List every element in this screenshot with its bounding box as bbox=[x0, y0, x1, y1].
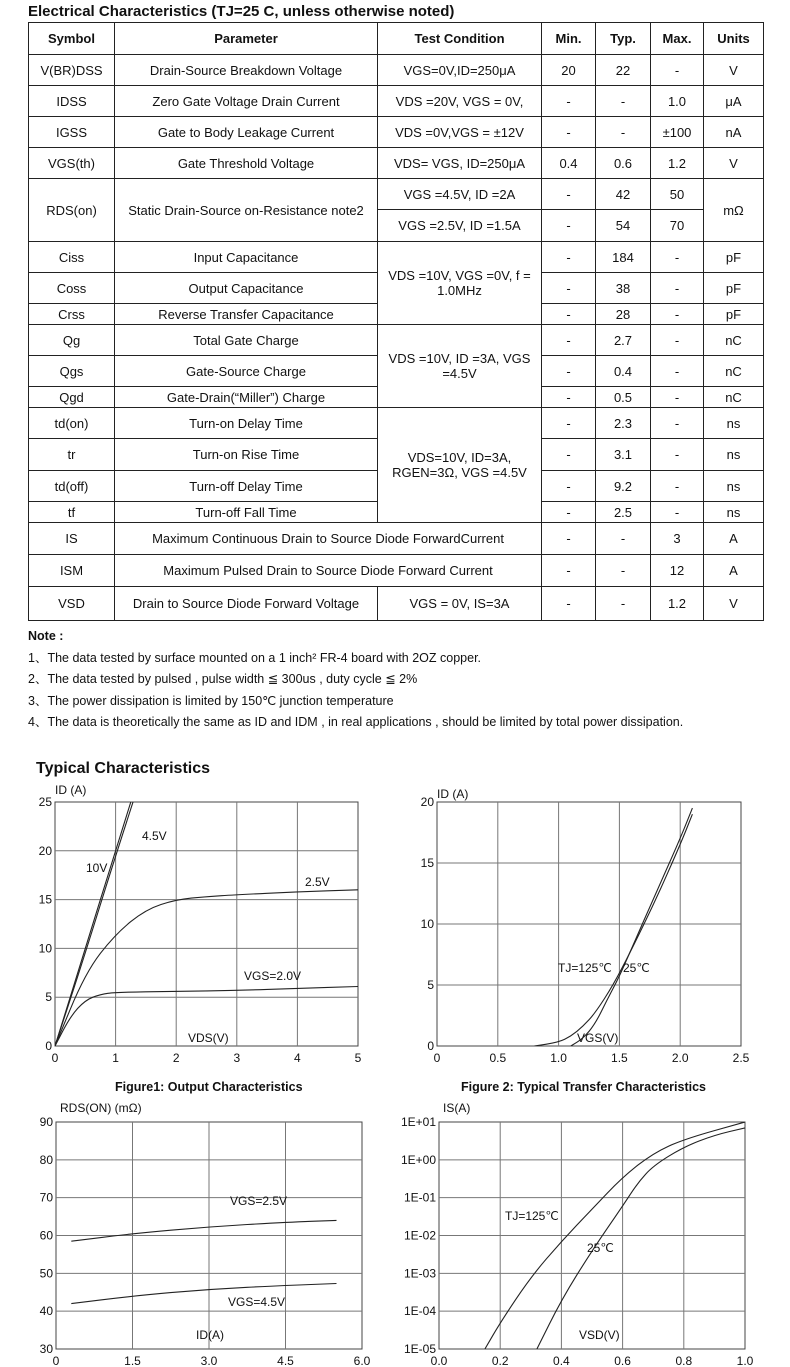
cell: IDSS bbox=[29, 86, 115, 117]
x-tick-label: 4 bbox=[294, 1051, 301, 1065]
y-tick-label: 20 bbox=[420, 795, 434, 809]
y-tick-label: 15 bbox=[38, 892, 52, 907]
cell: Static Drain-Source on-Resistance note2 bbox=[115, 179, 378, 242]
cell: nC bbox=[704, 356, 764, 387]
cell: - bbox=[651, 273, 704, 304]
cell: V bbox=[704, 55, 764, 86]
header-cell: Units bbox=[704, 23, 764, 55]
cell: td(off) bbox=[29, 471, 115, 502]
x-tick-label: 6.0 bbox=[353, 1354, 371, 1367]
cell: - bbox=[651, 439, 704, 471]
cell: nC bbox=[704, 325, 764, 356]
cell: Qgd bbox=[29, 387, 115, 408]
cell: ns bbox=[704, 502, 764, 523]
figure2-caption: Figure 2: Typical Transfer Characteristics bbox=[461, 1080, 707, 1094]
diode-forward-chart bbox=[395, 1095, 790, 1367]
y-tick-label: 1E+01 bbox=[400, 1115, 436, 1129]
cell: VDS= VGS, ID=250μA bbox=[378, 148, 542, 179]
cell: Qg bbox=[29, 325, 115, 356]
cell: ±100 bbox=[651, 117, 704, 148]
plot-frame bbox=[55, 802, 358, 1046]
cell: 38 bbox=[596, 273, 651, 304]
cell: 0.6 bbox=[596, 148, 651, 179]
y-axis-label: ID (A) bbox=[55, 783, 87, 797]
cell: VGS =4.5V, ID =2A bbox=[378, 179, 542, 210]
cell: Reverse Transfer Capacitance bbox=[115, 304, 378, 325]
cell: Gate-Source Charge bbox=[115, 356, 378, 387]
header-cell: Test Condition bbox=[378, 23, 542, 55]
section-heading: Electrical Characteristics (TJ=25 C, unless otherwise noted) bbox=[28, 3, 455, 20]
cell: - bbox=[651, 502, 704, 523]
cell: 9.2 bbox=[596, 471, 651, 502]
y-tick-label: 50 bbox=[39, 1266, 53, 1281]
cell: 3 bbox=[651, 523, 704, 555]
note-item: 2、The data tested by pulsed , pulse width ≦ 300us , duty cycle ≦ 2% bbox=[28, 672, 418, 686]
cell: - bbox=[651, 304, 704, 325]
cell: - bbox=[542, 555, 596, 587]
cell: Output Capacitance bbox=[115, 273, 378, 304]
curve-label: VGS=2.0V bbox=[244, 969, 302, 983]
note-item: 3、The power dissipation is limited by 150℃ junction temperature bbox=[28, 693, 394, 708]
cell: Zero Gate Voltage Drain Current bbox=[115, 86, 378, 117]
cell: tr bbox=[29, 439, 115, 471]
y-axis-label: RDS(ON) (mΩ) bbox=[60, 1101, 142, 1115]
x-tick-label: 0.6 bbox=[614, 1354, 631, 1367]
cell: pF bbox=[704, 273, 764, 304]
table-row bbox=[29, 325, 764, 356]
header-cell: Max. bbox=[651, 23, 704, 55]
table-row bbox=[29, 408, 764, 439]
table-row bbox=[29, 523, 764, 555]
cell: 1.2 bbox=[651, 148, 704, 179]
cell: - bbox=[542, 387, 596, 408]
cell: pF bbox=[704, 242, 764, 273]
x-axis-label: VSD(V) bbox=[579, 1328, 620, 1342]
cell: 1.0 bbox=[651, 86, 704, 117]
x-tick-label: 4.5 bbox=[277, 1354, 294, 1367]
y-tick-label: 1E-02 bbox=[403, 1228, 436, 1243]
x-tick-label: 5 bbox=[354, 1051, 362, 1065]
x-tick-label: 0 bbox=[51, 1051, 59, 1065]
cell: VGS =2.5V, ID =1.5A bbox=[378, 210, 542, 242]
cell: VDS =10V, VGS =0V, f = 1.0MHz bbox=[378, 242, 542, 325]
cell: IGSS bbox=[29, 117, 115, 148]
header-cell: Min. bbox=[542, 23, 596, 55]
cell: Drain to Source Diode Forward Voltage bbox=[115, 587, 378, 621]
y-tick-label: 1E-01 bbox=[403, 1190, 436, 1205]
table-header-row bbox=[29, 23, 764, 55]
x-tick-label: 2.5 bbox=[732, 1051, 750, 1065]
y-tick-label: 0 bbox=[45, 1039, 52, 1053]
series-line bbox=[71, 1284, 336, 1304]
cell: 70 bbox=[651, 210, 704, 242]
cell: 0.4 bbox=[542, 148, 596, 179]
cell: - bbox=[651, 408, 704, 439]
x-tick-label: 1.5 bbox=[124, 1354, 141, 1367]
header-cell: Parameter bbox=[115, 23, 378, 55]
cell: - bbox=[651, 242, 704, 273]
transfer-characteristics-chart bbox=[395, 780, 790, 1085]
cell: - bbox=[651, 325, 704, 356]
cell: 1.2 bbox=[651, 587, 704, 621]
y-tick-label: 1E-03 bbox=[403, 1266, 436, 1281]
cell: 0.4 bbox=[596, 356, 651, 387]
x-tick-label: 2 bbox=[172, 1051, 180, 1065]
cell: - bbox=[542, 502, 596, 523]
y-tick-label: 5 bbox=[45, 990, 52, 1005]
series-line bbox=[55, 890, 358, 1046]
x-tick-label: 0.5 bbox=[489, 1051, 507, 1065]
cell: 28 bbox=[596, 304, 651, 325]
cell: ns bbox=[704, 471, 764, 502]
x-tick-label: 1 bbox=[112, 1051, 119, 1065]
cell: nC bbox=[704, 387, 764, 408]
cell: - bbox=[596, 86, 651, 117]
header-cell: Symbol bbox=[29, 23, 115, 55]
cell: - bbox=[542, 242, 596, 273]
cell: VGS = 0V, IS=3A bbox=[378, 587, 542, 621]
cell: 12 bbox=[651, 555, 704, 587]
table-row bbox=[29, 86, 764, 117]
cell: - bbox=[542, 179, 596, 210]
cell: - bbox=[542, 471, 596, 502]
cell: V bbox=[704, 587, 764, 621]
cell: Total Gate Charge bbox=[115, 325, 378, 356]
curve-label: VGS=4.5V bbox=[228, 1295, 286, 1309]
cell: - bbox=[651, 471, 704, 502]
cell: - bbox=[542, 86, 596, 117]
cell: 54 bbox=[596, 210, 651, 242]
figure1-caption: Figure1: Output Characteristics bbox=[115, 1080, 303, 1094]
cell: Input Capacitance bbox=[115, 242, 378, 273]
cell: Drain-Source Breakdown Voltage bbox=[115, 55, 378, 86]
cell: 50 bbox=[651, 179, 704, 210]
cell: - bbox=[596, 523, 651, 555]
cell: Qgs bbox=[29, 356, 115, 387]
x-tick-label: 0 bbox=[433, 1051, 441, 1065]
series-line bbox=[537, 1128, 745, 1349]
cell: ns bbox=[704, 408, 764, 439]
x-tick-label: 3.0 bbox=[200, 1354, 218, 1367]
cell: V bbox=[704, 148, 764, 179]
cell: Turn-off Fall Time bbox=[115, 502, 378, 523]
y-tick-label: 40 bbox=[39, 1304, 53, 1319]
y-tick-label: 90 bbox=[39, 1115, 53, 1129]
cell: Crss bbox=[29, 304, 115, 325]
cell: 3.1 bbox=[596, 439, 651, 471]
cell: - bbox=[596, 587, 651, 621]
x-tick-label: 0 bbox=[52, 1354, 60, 1367]
cell: - bbox=[542, 587, 596, 621]
x-tick-label: 0.8 bbox=[675, 1354, 693, 1367]
x-tick-label: 2.0 bbox=[671, 1051, 689, 1065]
table-row bbox=[29, 242, 764, 273]
cell: VDS=10V, ID=3A, RGEN=3Ω, VGS =4.5V bbox=[378, 408, 542, 523]
cell: A bbox=[704, 523, 764, 555]
cell: Gate-Drain(“Miller”) Charge bbox=[115, 387, 378, 408]
y-tick-label: 30 bbox=[39, 1342, 53, 1356]
cell: VGS(th) bbox=[29, 148, 115, 179]
note-item: 1、The data tested by surface mounted on a 1 inch² FR-4 board with 2OZ copper. bbox=[28, 650, 482, 665]
cell: 2.5 bbox=[596, 502, 651, 523]
x-axis-label: VGS(V) bbox=[577, 1031, 619, 1045]
y-axis-label: IS(A) bbox=[443, 1101, 471, 1115]
x-tick-label: 0.4 bbox=[553, 1354, 570, 1367]
header-cell: Typ. bbox=[596, 23, 651, 55]
cell: 0.5 bbox=[596, 387, 651, 408]
cell: - bbox=[542, 210, 596, 242]
cell: 184 bbox=[596, 242, 651, 273]
cell: - bbox=[542, 304, 596, 325]
cell: RDS(on) bbox=[29, 179, 115, 242]
y-tick-label: 0 bbox=[427, 1039, 434, 1053]
cell: - bbox=[651, 387, 704, 408]
cell: - bbox=[651, 356, 704, 387]
note-item: 4、The data is theoretically the same as ID and IDM , in real applications , should be limited by total power dissipation. bbox=[28, 715, 684, 729]
cell: VGS=0V,ID=250μA bbox=[378, 55, 542, 86]
cell: Maximum Continuous Drain to Source Diode ForwardCurrent bbox=[115, 523, 542, 555]
curve-label: 4.5V bbox=[142, 829, 167, 843]
x-axis-label: VDS(V) bbox=[188, 1031, 229, 1045]
cell: - bbox=[542, 408, 596, 439]
x-tick-label: 0.0 bbox=[430, 1354, 448, 1367]
curve-label: TJ=125℃ bbox=[558, 961, 612, 975]
x-axis-label: ID(A) bbox=[196, 1328, 224, 1342]
y-tick-label: 1E-05 bbox=[403, 1342, 436, 1356]
x-tick-label: 1.0 bbox=[550, 1051, 567, 1065]
cell: tf bbox=[29, 502, 115, 523]
cell: μA bbox=[704, 86, 764, 117]
cell: 20 bbox=[542, 55, 596, 86]
cell: - bbox=[542, 325, 596, 356]
cell: VDS =0V,VGS = ±12V bbox=[378, 117, 542, 148]
cell: VSD bbox=[29, 587, 115, 621]
rds-on-vs-id-chart bbox=[0, 1095, 395, 1367]
y-tick-label: 1E-04 bbox=[403, 1304, 436, 1319]
cell: A bbox=[704, 555, 764, 587]
cell: 22 bbox=[596, 55, 651, 86]
typical-characteristics-title: Typical Characteristics bbox=[36, 760, 211, 777]
cell: Ciss bbox=[29, 242, 115, 273]
cell: V(BR)DSS bbox=[29, 55, 115, 86]
curve-label: 2.5V bbox=[305, 875, 330, 889]
y-tick-label: 15 bbox=[420, 856, 434, 870]
notes-section bbox=[28, 626, 683, 734]
y-tick-label: 80 bbox=[39, 1152, 53, 1167]
cell: ns bbox=[704, 439, 764, 471]
x-tick-label: 1.5 bbox=[611, 1051, 628, 1065]
curve-label: 25℃ bbox=[587, 1241, 614, 1255]
y-axis-label: ID (A) bbox=[437, 787, 469, 801]
cell: - bbox=[542, 439, 596, 471]
table-row bbox=[29, 179, 764, 210]
table-row bbox=[29, 587, 764, 621]
cell: - bbox=[542, 523, 596, 555]
notes-title: Note : bbox=[28, 629, 64, 643]
electrical-characteristics-table bbox=[28, 22, 764, 621]
y-tick-label: 60 bbox=[39, 1228, 53, 1243]
cell: 2.7 bbox=[596, 325, 651, 356]
curve-label: 25℃ bbox=[623, 961, 650, 975]
table-row bbox=[29, 555, 764, 587]
cell: td(on) bbox=[29, 408, 115, 439]
cell: 42 bbox=[596, 179, 651, 210]
cell: VDS =20V, VGS = 0V, bbox=[378, 86, 542, 117]
cell: - bbox=[596, 117, 651, 148]
series-line bbox=[534, 814, 692, 1046]
cell: nA bbox=[704, 117, 764, 148]
cell: Gate Threshold Voltage bbox=[115, 148, 378, 179]
cell: IS bbox=[29, 523, 115, 555]
y-tick-label: 70 bbox=[39, 1190, 53, 1205]
cell: - bbox=[542, 356, 596, 387]
cell: pF bbox=[704, 304, 764, 325]
x-tick-label: 0.2 bbox=[491, 1354, 509, 1367]
cell: - bbox=[542, 273, 596, 304]
cell: - bbox=[542, 117, 596, 148]
y-tick-label: 10 bbox=[38, 941, 52, 956]
curve-label: 10V bbox=[86, 861, 108, 875]
series-line bbox=[571, 808, 693, 1046]
cell: Turn-on Delay Time bbox=[115, 408, 378, 439]
cell: - bbox=[651, 55, 704, 86]
x-tick-label: 1.0 bbox=[736, 1354, 754, 1367]
curve-label: VGS=2.5V bbox=[230, 1194, 288, 1208]
table-row bbox=[29, 55, 764, 86]
cell: Turn-on Rise Time bbox=[115, 439, 378, 471]
cell: ISM bbox=[29, 555, 115, 587]
table-row bbox=[29, 148, 764, 179]
series-line bbox=[71, 1220, 336, 1241]
curve-label: TJ=125℃ bbox=[505, 1209, 559, 1223]
cell: 2.3 bbox=[596, 408, 651, 439]
y-tick-label: 20 bbox=[38, 843, 52, 858]
cell: - bbox=[596, 555, 651, 587]
table-row bbox=[29, 117, 764, 148]
x-tick-label: 3 bbox=[233, 1051, 241, 1065]
cell: Maximum Pulsed Drain to Source Diode Forward Current bbox=[115, 555, 542, 587]
cell: VDS =10V, ID =3A, VGS =4.5V bbox=[378, 325, 542, 408]
y-tick-label: 1E+00 bbox=[400, 1152, 436, 1167]
output-characteristics-chart bbox=[0, 780, 395, 1085]
cell: mΩ bbox=[704, 179, 764, 242]
y-tick-label: 10 bbox=[420, 917, 434, 931]
cell: Turn-off Delay Time bbox=[115, 471, 378, 502]
cell: Gate to Body Leakage Current bbox=[115, 117, 378, 148]
y-tick-label: 25 bbox=[38, 795, 52, 809]
y-tick-label: 5 bbox=[427, 978, 434, 992]
cell: Coss bbox=[29, 273, 115, 304]
